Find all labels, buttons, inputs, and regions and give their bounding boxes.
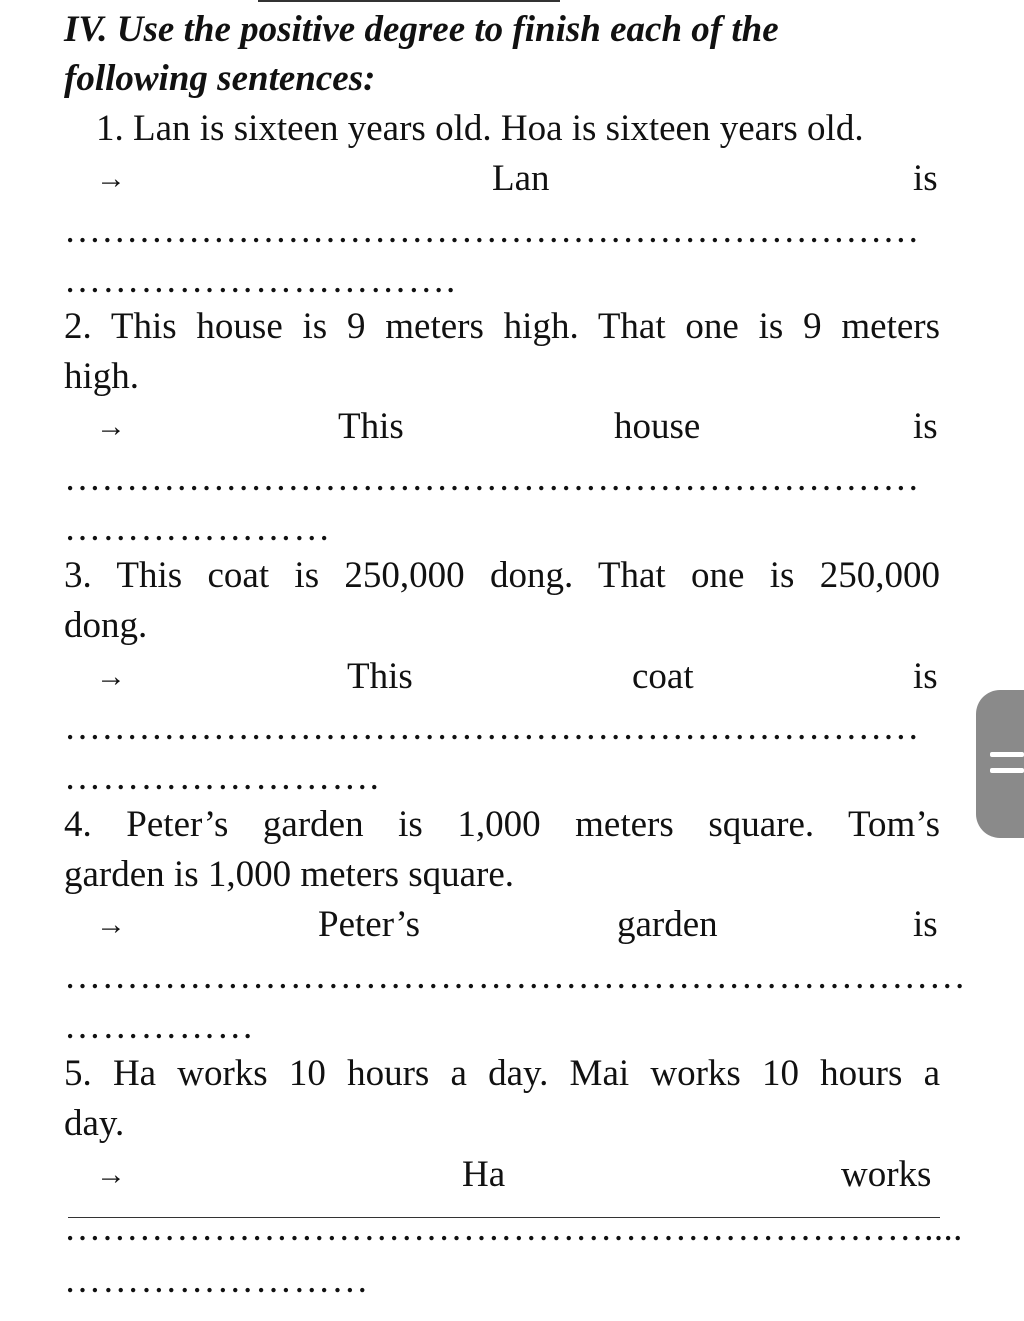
- item-3-blank-line-2[interactable]: …………………….: [64, 757, 381, 798]
- item-5-blank-line-2[interactable]: ……………………: [64, 1260, 370, 1301]
- exercise-heading-line-1: IV. Use the positive degree to finish each of the: [64, 9, 779, 50]
- item-2-answer-stem: [64, 402, 940, 452]
- item-5-blank-line-1[interactable]: ……………………………………………………………....: [64, 1208, 963, 1249]
- item-5-question-line-2: day.: [64, 1103, 125, 1144]
- arrow-icon: →: [96, 908, 126, 941]
- side-drag-handle[interactable]: [976, 690, 1024, 838]
- answer-word: house: [614, 406, 701, 447]
- answer-word: is: [913, 158, 938, 199]
- item-3-answer-stem: [64, 652, 940, 702]
- answer-word: works: [841, 1154, 932, 1195]
- item-4-question-line-1: 4. Peter’s garden is 1,000 meters square. Tom’s: [64, 804, 940, 845]
- item-2-blank-line-2[interactable]: …………………: [64, 508, 332, 549]
- item-1-question: 1. Lan is sixteen years old. Hoa is sixteen years old.: [96, 108, 864, 149]
- item-5-answer-stem: [64, 1150, 940, 1200]
- exercise-heading-line-2: following sentences:: [64, 58, 376, 99]
- item-2-question-line-2: high.: [64, 356, 140, 397]
- answer-word: garden: [617, 904, 718, 945]
- item-2-question-line-1: 2. This house is 9 meters high. That one is 9 meters: [64, 306, 940, 347]
- answer-word: Lan: [492, 158, 550, 199]
- handle-grip-icon: [990, 752, 1024, 757]
- arrow-icon: →: [96, 660, 126, 693]
- answer-word: is: [913, 904, 938, 945]
- answer-word: Ha: [462, 1154, 506, 1195]
- item-5-question-line-1: 5. Ha works 10 hours a day. Mai works 10 hours a: [64, 1053, 940, 1094]
- answer-word: This: [338, 406, 404, 447]
- item-4-question-line-2: garden is 1,000 meters square.: [64, 854, 515, 895]
- item-1-blank-line-2[interactable]: ………………………….: [64, 260, 457, 301]
- answer-word: This: [347, 656, 413, 697]
- answer-word: coat: [632, 656, 694, 697]
- answer-word: is: [913, 406, 938, 447]
- item-4-blank-line-1[interactable]: ………………………………………………………………: [64, 956, 967, 997]
- item-1-blank-line-1[interactable]: ……………………………………………………………: [64, 210, 920, 251]
- item-3-blank-line-1[interactable]: ……………………………………………………………: [64, 707, 920, 748]
- answer-word: Peter’s: [318, 904, 421, 945]
- top-rule: [258, 0, 560, 2]
- item-4-blank-line-2[interactable]: ……………: [64, 1006, 255, 1047]
- arrow-icon: →: [96, 410, 126, 443]
- item-2-blank-line-1[interactable]: ……………………………………………………………: [64, 458, 920, 499]
- answer-word: is: [913, 656, 938, 697]
- item-3-question-line-2: dong.: [64, 605, 148, 646]
- item-4-answer-stem: [64, 900, 940, 950]
- handle-grip-icon: [990, 768, 1024, 773]
- arrow-icon: →: [96, 1158, 126, 1191]
- item-1-answer-stem: [64, 154, 940, 204]
- item-3-question-line-1: 3. This coat is 250,000 dong. That one is 250,000: [64, 555, 940, 596]
- arrow-icon: →: [96, 162, 126, 195]
